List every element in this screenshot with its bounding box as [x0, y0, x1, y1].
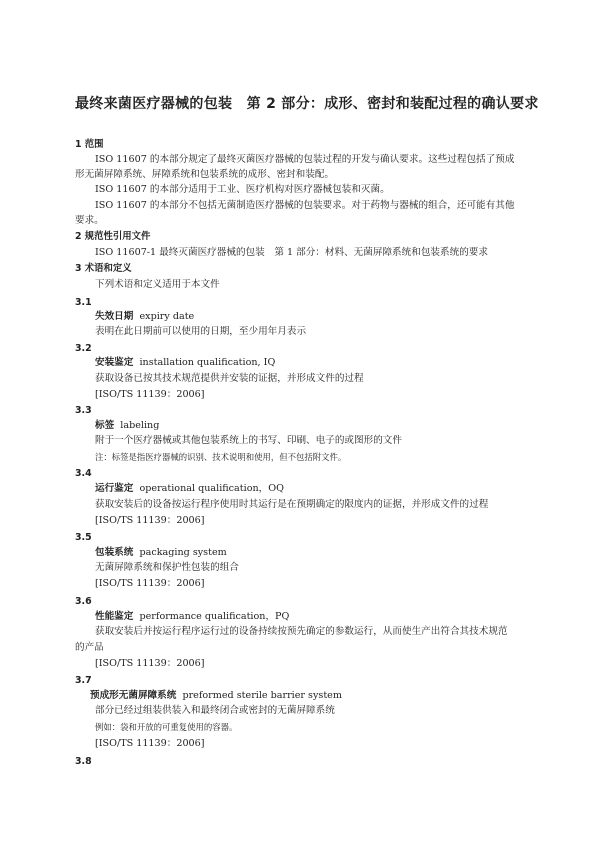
term-en: labeling: [120, 420, 160, 431]
scope-paragraph-2: ISO 11607 的本部分适用于工业、医疗机构对医疗器械包装和灭菌。: [95, 184, 390, 195]
term-example: 例如：袋和开放的可重复使用的容器。: [95, 722, 238, 732]
term-heading: [95, 611, 289, 623]
term-definition-cont: 的产品: [75, 642, 104, 653]
term-zh: 性能鉴定: [95, 611, 134, 622]
term-definition: 无菌屏障系统和保护性包装的组合: [95, 562, 239, 573]
term-zh: 包装系统: [95, 547, 134, 558]
term-definition: 获取安装后的设备按运行程序使用时其运行是在预期确定的限度内的证据，并形成文件的过程: [95, 499, 489, 510]
term-number: 3.4: [75, 468, 92, 479]
term-en: packaging system: [139, 547, 227, 558]
section-1-heading: 1 范围: [75, 139, 104, 150]
term-number: 3.1: [75, 297, 92, 308]
term-heading: [95, 311, 194, 323]
term-zh: 安装鉴定: [95, 357, 134, 368]
term-zh: 标签: [95, 420, 115, 431]
section-3-heading: 3 术语和定义: [75, 263, 132, 274]
scope-paragraph-1a: ISO 11607 的本部分规定了最终灭菌医疗器械的包装过程的开发与确认要求。这些过程包括了预成: [95, 154, 515, 165]
term-en: installation qualification, IQ: [139, 357, 276, 368]
term-en: operational qualification，OQ: [139, 483, 284, 494]
term-source: [ISO/TS 11139：2006]: [95, 389, 205, 400]
term-source: [ISO/TS 11139：2006]: [95, 515, 205, 526]
term-source: [ISO/TS 11139：2006]: [95, 738, 205, 749]
term-heading: [95, 483, 284, 495]
term-source: [ISO/TS 11139：2006]: [95, 658, 205, 669]
term-number: 3.3: [75, 405, 92, 416]
scope-paragraph-3b: 要求。: [75, 215, 104, 226]
section-2-heading: 2 规范性引用文件: [75, 231, 151, 242]
term-number: 3.6: [75, 596, 92, 607]
term-zh: 预成形无菌屏障系统: [90, 690, 177, 701]
term-heading: [95, 547, 227, 559]
scope-paragraph-1b: 形无菌屏障系统、屏障系统和包装系统的成形、密封和装配。: [75, 169, 335, 180]
term-heading: [95, 420, 159, 432]
definitions-intro: 下列术语和定义适用于本文件: [95, 279, 220, 290]
term-en: expiry date: [139, 311, 195, 322]
term-zh: 失效日期: [95, 311, 134, 322]
term-number: 3.2: [75, 343, 92, 354]
term-en: preformed sterile barrier system: [182, 690, 342, 701]
normative-reference: ISO 11607-1 最终灭菌医疗器械的包装 第 1 部分：材料、无菌屏障系统和包装系统的要求: [95, 247, 488, 258]
term-definition: 获取安装后并按运行程序运行过的设备持续按预先确定的参数运行，从而使生产出符合其技术规范: [95, 626, 508, 637]
term-definition: 附于一个医疗器械或其他包装系统上的书写、印刷、电子的或图形的文件: [95, 435, 402, 446]
term-definition: 获取设备已按其技术规范提供并安装的证据，并形成文件的过程: [95, 373, 364, 384]
term-number: 3.5: [75, 532, 92, 543]
term-definition: 表明在此日期前可以使用的日期，至少用年月表示: [95, 326, 307, 337]
term-note: 注：标签是指医疗器械的识别、技术说明和使用，但不包括附文件。: [95, 452, 347, 462]
term-zh: 运行鉴定: [95, 483, 134, 494]
term-en: performance qualification，PQ: [139, 611, 290, 622]
term-definition: 部分已经过组装供装入和最终闭合或密封的无菌屏障系统: [95, 705, 335, 716]
term-number: 3.8: [75, 756, 92, 767]
term-number: 3.7: [75, 675, 92, 686]
term-source: [ISO/TS 11139：2006]: [95, 578, 205, 589]
scope-paragraph-3a: ISO 11607 的本部分不包括无菌制造医疗器械的包装要求。对于药物与器械的组合，还可能有其他: [95, 200, 515, 211]
term-heading: [95, 357, 275, 369]
term-heading: [90, 690, 342, 702]
document-title: 最终来菌医疗器械的包装 第 2 部分：成形、密封和装配过程的确认要求: [75, 96, 539, 112]
